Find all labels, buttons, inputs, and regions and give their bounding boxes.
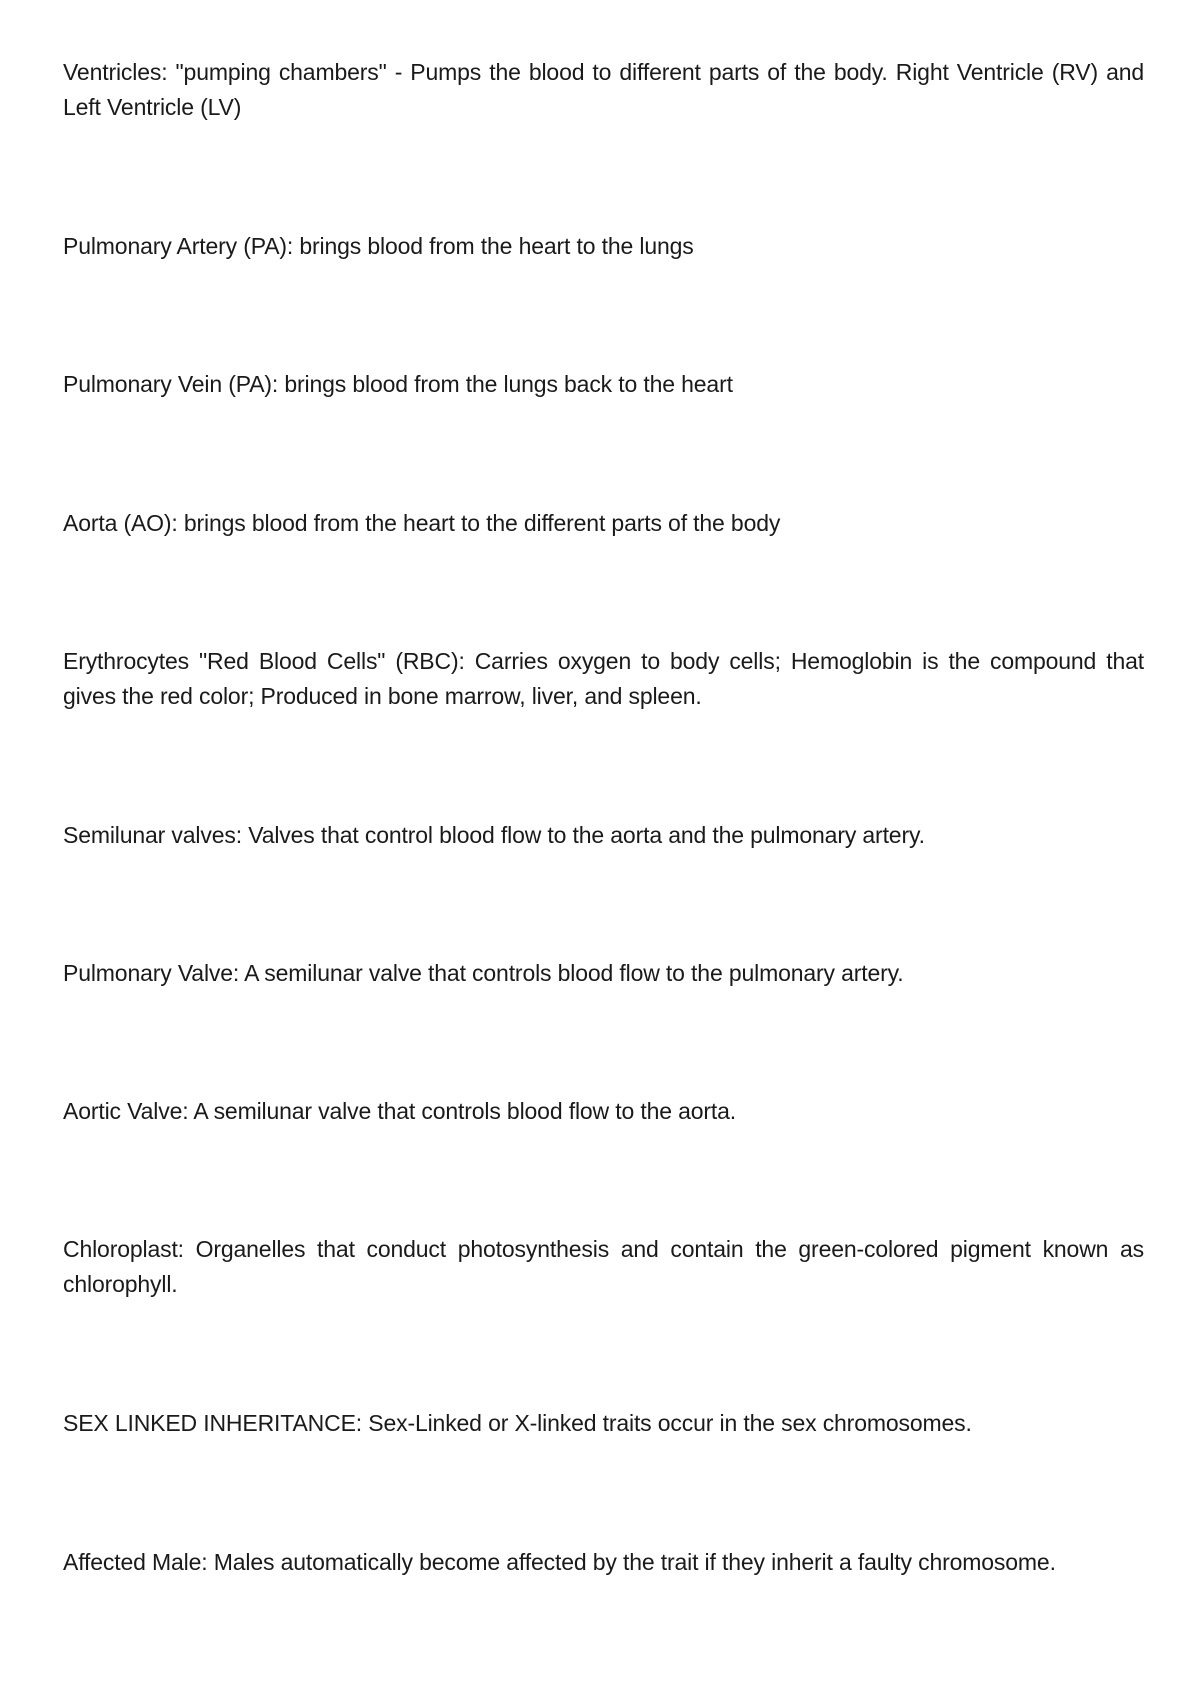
entry-pulmonary-vein: Pulmonary Vein (PA): brings blood from the lungs back to the heart <box>63 371 733 397</box>
entry-semilunar-valves: Semilunar valves: Valves that control blood flow to the aorta and the pulmonary artery. <box>63 822 925 848</box>
entry-pulmonary-artery: Pulmonary Artery (PA): brings blood from the heart to the lungs <box>63 233 694 259</box>
entry-chloroplast: Chloroplast: Organelles that conduct photosynthesis and contain the green-colored pigment known as chlorophyll. <box>63 1236 1144 1297</box>
entry-aorta: Aorta (AO): brings blood from the heart to the different parts of the body <box>63 510 781 536</box>
entry-sex-linked-inheritance: SEX LINKED INHERITANCE: Sex-Linked or X-linked traits occur in the sex chromosomes. <box>63 1410 972 1436</box>
entry-aortic-valve: Aortic Valve: A semilunar valve that controls blood flow to the aorta. <box>63 1098 737 1124</box>
entry-affected-male: Affected Male: Males automatically become affected by the trait if they inherit a faulty chromosome. <box>63 1549 1056 1575</box>
entry-erythrocytes: Erythrocytes "Red Blood Cells" (RBC): Carries oxygen to body cells; Hemoglobin is the compound that gives the red color; Produced in bone marrow, liver, and spleen. <box>63 648 1144 709</box>
entry-pulmonary-valve: Pulmonary Valve: A semilunar valve that controls blood flow to the pulmonary artery. <box>63 960 904 986</box>
entry-ventricles: Ventricles: "pumping chambers" - Pumps the blood to different parts of the body. Right Ventricle (RV) and Left Ventricle (LV) <box>63 59 1144 120</box>
